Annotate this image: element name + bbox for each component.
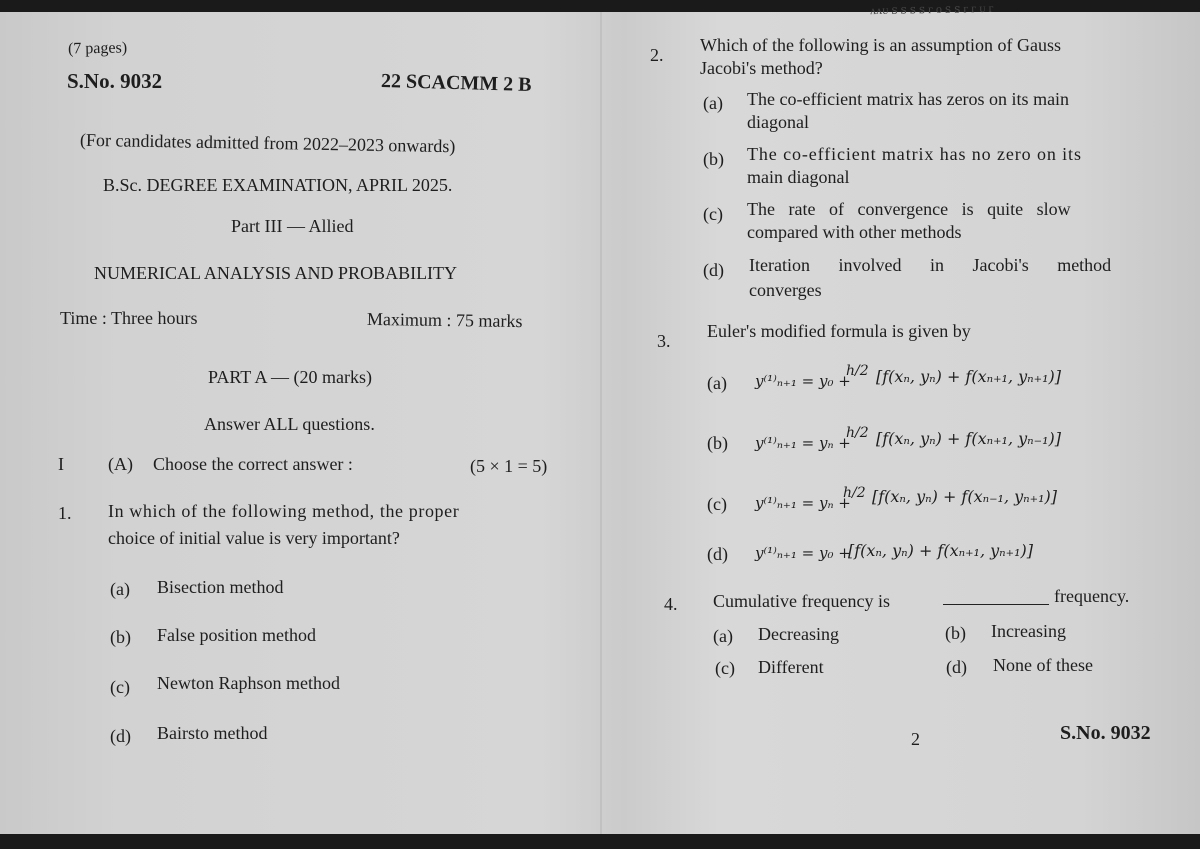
q3-option-a-lhs: y⁽¹⁾ₙ₊₁ = y₀ + — [755, 372, 851, 390]
serial-number: S.No. 9032 — [67, 69, 163, 93]
q4-text-before: Cumulative frequency is — [713, 591, 890, 611]
q3-option-a-rhs: [f(xₙ, yₙ) + f(xₙ₊₁, yₙ₊₁)] — [876, 367, 1061, 386]
q1-text-line2: choice of initial value is very important? — [108, 528, 400, 548]
section-marks: (5 × 1 = 5) — [470, 456, 548, 476]
q3-option-b-frac: h/2 — [846, 425, 869, 441]
q2-option-c-line2: compared with other methods — [747, 222, 962, 242]
q2-option-a-label: (a) — [703, 93, 723, 113]
q3-number: 3. — [657, 331, 671, 351]
q1-option-d: Bairsto method — [157, 723, 268, 743]
q4-option-c: Different — [758, 657, 824, 677]
instruction: Answer ALL questions. — [204, 414, 375, 434]
q4-blank — [943, 604, 1049, 605]
q4-option-a: Decreasing — [758, 624, 839, 644]
q2-option-c-line1: The rate of convergence is quite slow — [747, 199, 1071, 219]
q3-option-c-lhs: y⁽¹⁾ₙ₊₁ = yₙ + — [755, 494, 851, 512]
q1-option-a-label: (a) — [110, 579, 130, 599]
q1-option-c: Newton Raphson method — [157, 673, 340, 693]
q2-text-line2: Jacobi's method? — [700, 58, 823, 78]
q3-option-b-label: (b) — [707, 433, 728, 453]
subject-title: NUMERICAL ANALYSIS AND PROBABILITY — [94, 263, 458, 283]
q2-option-d-line1: Iteration involved in Jacobi's method — [749, 255, 1112, 275]
q4-option-d: None of these — [993, 655, 1093, 675]
q2-number: 2. — [650, 45, 664, 65]
q2-option-d-line2: converges — [749, 280, 822, 300]
admission-note: (For candidates admitted from 2022–2023 onwards) — [79, 129, 456, 157]
q1-option-b: False position method — [157, 625, 316, 645]
part-a-title: PART A — (20 marks) — [208, 367, 372, 387]
q4-option-b: Increasing — [991, 621, 1066, 641]
q3-option-d-lhs: y⁽¹⁾ₙ₊₁ = y₀ + — [755, 544, 851, 562]
q3-option-d-label: (d) — [707, 544, 728, 564]
q3-option-a-label: (a) — [707, 373, 727, 393]
q4-option-a-label: (a) — [713, 626, 733, 646]
q4-option-c-label: (c) — [715, 658, 735, 678]
q2-option-b-line1: The co-efficient matrix has no zero on its — [747, 144, 1082, 164]
page-fold — [600, 12, 602, 834]
time-label: Time : Three hours — [60, 308, 198, 328]
q1-option-d-label: (d) — [110, 726, 131, 746]
q4-number: 4. — [664, 594, 678, 614]
q2-option-b-line2: main diagonal — [747, 167, 850, 187]
q2-option-a-line2: diagonal — [747, 112, 809, 132]
part-label: Part III — Allied — [231, 216, 354, 236]
q4-option-b-label: (b) — [945, 623, 966, 643]
section-number: I — [58, 454, 64, 474]
course-code: 22 SCACMM 2 B — [380, 70, 532, 96]
q1-text-line1: In which of the following method, the proper — [108, 501, 460, 521]
q1-option-b-label: (b) — [110, 627, 131, 647]
q3-option-b-lhs: y⁽¹⁾ₙ₊₁ = yₙ + — [755, 434, 851, 452]
max-marks: Maximum : 75 marks — [366, 308, 523, 332]
q2-option-c-label: (c) — [703, 204, 723, 224]
q3-option-c-rhs: [f(xₙ, yₙ) + f(xₙ₋₁, yₙ₊₁)] — [872, 487, 1057, 506]
footer-serial-number: S.No. 9032 — [1060, 722, 1151, 744]
q3-option-c-label: (c) — [707, 494, 727, 514]
q2-option-b-label: (b) — [703, 149, 724, 169]
section-text: Choose the correct answer : — [153, 454, 353, 474]
section-label: (A) — [108, 454, 133, 474]
q4-option-d-label: (d) — [946, 657, 967, 677]
page-number: 2 — [911, 729, 920, 749]
exam-title: B.Sc. DEGREE EXAMINATION, APRIL 2025. — [103, 175, 453, 195]
q2-option-d-label: (d) — [703, 260, 724, 280]
q3-text: Euler's modified formula is given by — [707, 321, 971, 341]
q4-text-after: frequency. — [1054, 586, 1130, 606]
q2-option-a-line1: The co-efficient matrix has zeros on its main — [747, 89, 1070, 109]
q3-option-a-frac: h/2 — [846, 363, 869, 379]
q3-option-c-frac: h/2 — [843, 485, 866, 501]
q1-option-c-label: (c) — [110, 677, 130, 697]
q1-number: 1. — [58, 503, 72, 523]
q3-option-b-rhs: [f(xₙ, yₙ) + f(xₙ₊₁, yₙ₋₁)] — [876, 429, 1061, 448]
handwritten-scrawl: ᴧᴧᴜ ꜱ ꜱ ꜱ ꜱ ᴦ ᴏ ꜱ ꜱ ᴦ ᴦ ᴜ ᴦ — [869, 0, 994, 18]
q1-option-a: Bisection method — [157, 577, 284, 597]
page-count: (7 pages) — [67, 39, 128, 58]
q3-option-d-rhs: [f(xₙ, yₙ) + f(xₙ₊₁, yₙ₊₁)] — [848, 541, 1033, 560]
q2-text-line1: Which of the following is an assumption of Gauss — [700, 35, 1061, 55]
